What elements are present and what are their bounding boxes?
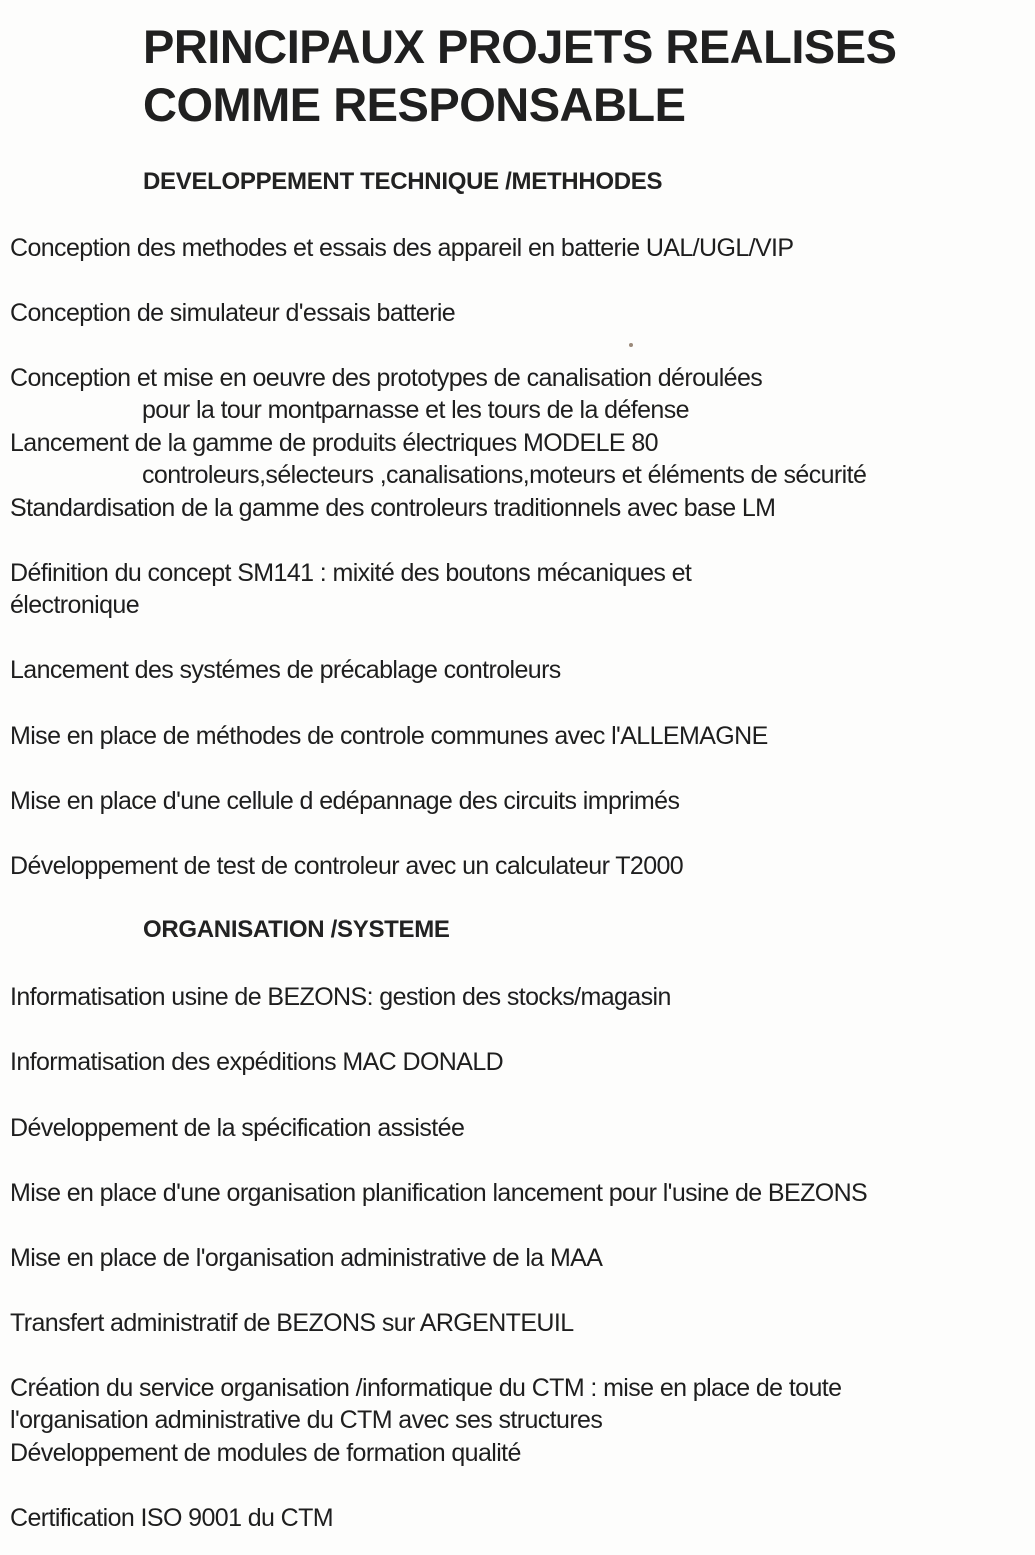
title-line-1: PRINCIPAUX PROJETS REALISES — [143, 20, 897, 73]
section-heading-technique: DEVELOPPEMENT TECHNIQUE /METHHODES — [143, 168, 663, 195]
list-item: Développement de test de controleur avec un calculateur T2000 — [10, 852, 684, 880]
list-item: Développement de modules de formation qualité — [10, 1439, 521, 1467]
list-item-continuation: l'organisation administrative du CTM avec ses structures — [10, 1406, 603, 1434]
list-item: Lancement de la gamme de produits électriques MODELE 80 — [10, 429, 658, 457]
list-item-continuation: controleurs,sélecteurs ,canalisations,moteurs et éléments de sécurité — [142, 461, 867, 489]
list-item: Mise en place de méthodes de controle communes avec l'ALLEMAGNE — [10, 722, 768, 750]
page-title — [143, 18, 896, 134]
list-item: Informatisation des expéditions MAC DONALD — [10, 1048, 504, 1076]
list-item: Certification ISO 9001 du CTM — [10, 1504, 334, 1532]
title-line-2: COMME RESPONSABLE — [143, 78, 686, 131]
list-item: Mise en place d'une organisation planification lancement pour l'usine de BEZONS — [10, 1179, 868, 1207]
list-item: Mise en place de l'organisation administrative de la MAA — [10, 1244, 603, 1272]
list-item: Informatisation usine de BEZONS: gestion des stocks/magasin — [10, 983, 671, 1011]
list-item: Conception des methodes et essais des appareil en batterie UAL/UGL/VIP — [10, 234, 794, 262]
list-item: Lancement des systémes de précablage controleurs — [10, 656, 561, 684]
list-item: Développement de la spécification assistée — [10, 1114, 465, 1142]
list-item: Création du service organisation /informatique du CTM : mise en place de toute — [10, 1374, 842, 1402]
list-item: Conception et mise en oeuvre des prototypes de canalisation déroulées — [10, 364, 763, 392]
list-item: Standardisation de la gamme des controleurs traditionnels avec base LM — [10, 494, 776, 522]
section-heading-organisation: ORGANISATION /SYSTEME — [143, 916, 450, 943]
scan-speck — [629, 343, 633, 347]
list-item-continuation: électronique — [10, 591, 140, 619]
list-item: Définition du concept SM141 : mixité des boutons mécaniques et — [10, 559, 692, 587]
list-item-continuation: pour la tour montparnasse et les tours de la défense — [142, 396, 689, 424]
list-item: Mise en place d'une cellule d edépannage des circuits imprimés — [10, 787, 680, 815]
list-item: Conception de simulateur d'essais batterie — [10, 299, 456, 327]
list-item: Transfert administratif de BEZONS sur ARGENTEUIL — [10, 1309, 574, 1337]
